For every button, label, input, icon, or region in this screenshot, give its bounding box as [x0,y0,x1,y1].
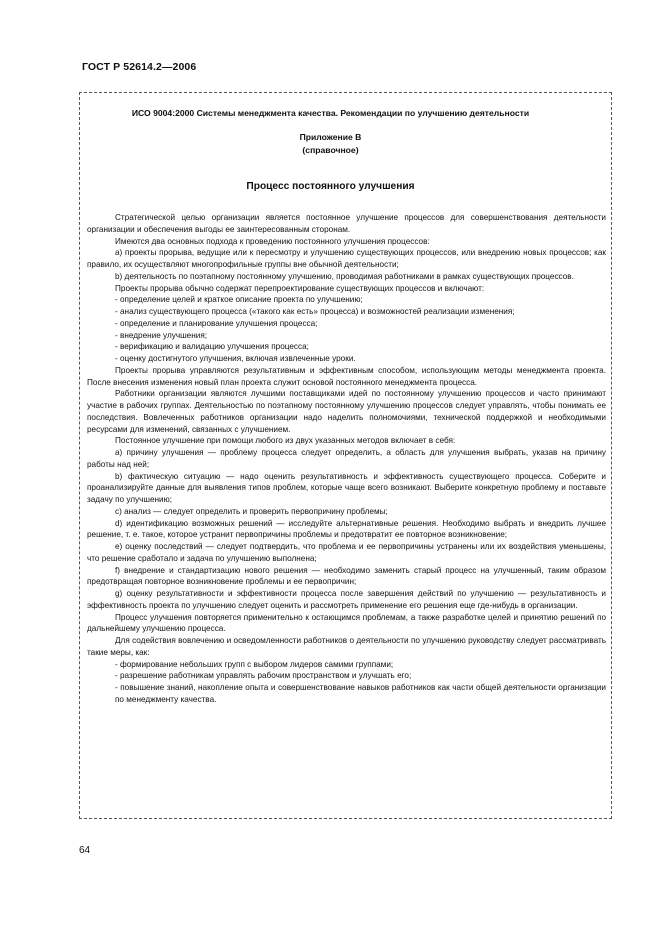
paragraph: Работники организации являются лучшими поставщиками идей по постоянному улучшению процессов и часто принимают участие в рабочих группах. Деятельностью по поэтапному постоянному улучшению процессов следует управлять, чтобы понимать ее последствия. Вовлеченных работников организации надо наделить полномочиями, технической поддержкой и необходимыми ресурсами для изменений, связанных с улучшением. [87,389,606,434]
paragraph: Для содействия вовлечению и осведомленности работников о деятельности по улучшению руководству следует рассматривать такие меры, как: [87,636,606,657]
annex-heading [0,131,661,157]
dash-item: - анализ существующего процесса («такого как есть» процесса) и возможностей реализации изменения; [115,307,515,316]
list-item: с) анализ — следует определить и проверить первопричину проблемы; [115,506,388,516]
paragraph: Стратегической целью организации является постоянное улучшение процессов для совершенствования деятельности организации и обеспечения выгоды ее заинтересованным сторонам. [87,213,606,234]
section-title: Процесс постоянного улучшения [246,181,415,192]
paragraph: Проекты прорыва обычно содержат перепроектирование существующих процессов и включают: [115,283,485,293]
list-item: b) деятельность по поэтапному постоянному улучшению, проводимая работниками в рамках существующих процессов. [115,271,574,281]
list-item: е) оценку последствий — следует подтвердить, что проблема и ее первопричины устранены или их воздействия уменьшены, что решение сработало и задача по улучшению выполнена; [87,542,606,563]
list-item: d) идентификацию возможных решений — исследуйте альтернативные решения. Необходимо выбрать и внедрить лучшее решение, т. е. такое, которое устранит первопричины проблемы и предотвратит ее повторное возникновение; [87,518,606,540]
dash-item: - внедрение улучшения; [115,330,208,340]
list-item: а) причину улучшения — проблему процесса следует определить, а область для улучшения выбрать, указав на причину работы над ней; [87,448,606,469]
paragraph: Имеются два основных подхода к проведению постоянного улучшения процессов: [115,236,430,246]
dash-item: - определение целей и краткое описание проекта по улучшению; [115,295,363,305]
paragraph: Проекты прорыва управляются результативным и эффективным способом, использующим методы менеджмента проекта. После внесения изменения новый план проекта служит основой постоянного менеджмента процесса. [87,365,606,387]
dash-item: - верификацию и валидацию улучшения процесса; [115,342,309,352]
annex-type: (справочное) [302,145,359,155]
list-item: а) проекты прорыва, ведущие или к пересмотру и улучшению существующих процессов, или внедрению новых процессов; как правило, их осуществляют многопрофильные группы вне обычной деятельности; [87,248,606,269]
iso-title: ИСО 9004:2000 Системы менеджмента качества. Рекомендации по улучшению деятельности [131,108,530,118]
dash-item: - повышение знаний, накопление опыта и совершенствование навыков работников как части общей деятельности организации по менеджменту качества. [115,683,606,704]
annex-label: Приложение В [299,132,362,142]
dash-item: - формирование небольших групп с выбором лидеров самими группами; [115,659,394,669]
dash-item: - разрешение работникам управлять рабочим пространством и улучшать его; [115,671,412,681]
list-item: g) оценку результативности и эффективности процесса после завершения действий по улучшению — результативность и эффективность проекта по улучшению следует оценить и рассмотреть применение его решения еще где-нибудь в организации. [87,589,606,610]
paragraph: Процесс улучшения повторяется применительно к остающимся проблемам, а также разработке целей и принятию решений по дальнейшему улучшению процесса. [87,612,606,634]
list-item: b) фактическую ситуацию — надо оценить результативность и эффективность существующего процесса. Соберите и проанализируйте данные для выявления типов проблем, которые чаще всего возникают. Выберите конкретную проблему и поставьте задачу по улучшению; [87,471,606,504]
page-number: 64 [79,845,91,856]
dash-item: - оценку достигнутого улучшения, включая извлеченные уроки. [115,354,356,363]
dash-item: - определение и планирование улучшения процесса; [115,318,318,328]
list-item: f) внедрение и стандартизацию нового решения — необходимо заменить старый процесс на улучшенный, таким образом предотвращая повторное возникновение проблемы и ее первопричин; [87,565,606,587]
paragraph: Постоянное улучшение при помощи любого из двух указанных методов включает в себя: [115,436,456,446]
document-code: ГОСТ Р 52614.2—2006 [82,61,197,73]
body-text [87,212,606,706]
